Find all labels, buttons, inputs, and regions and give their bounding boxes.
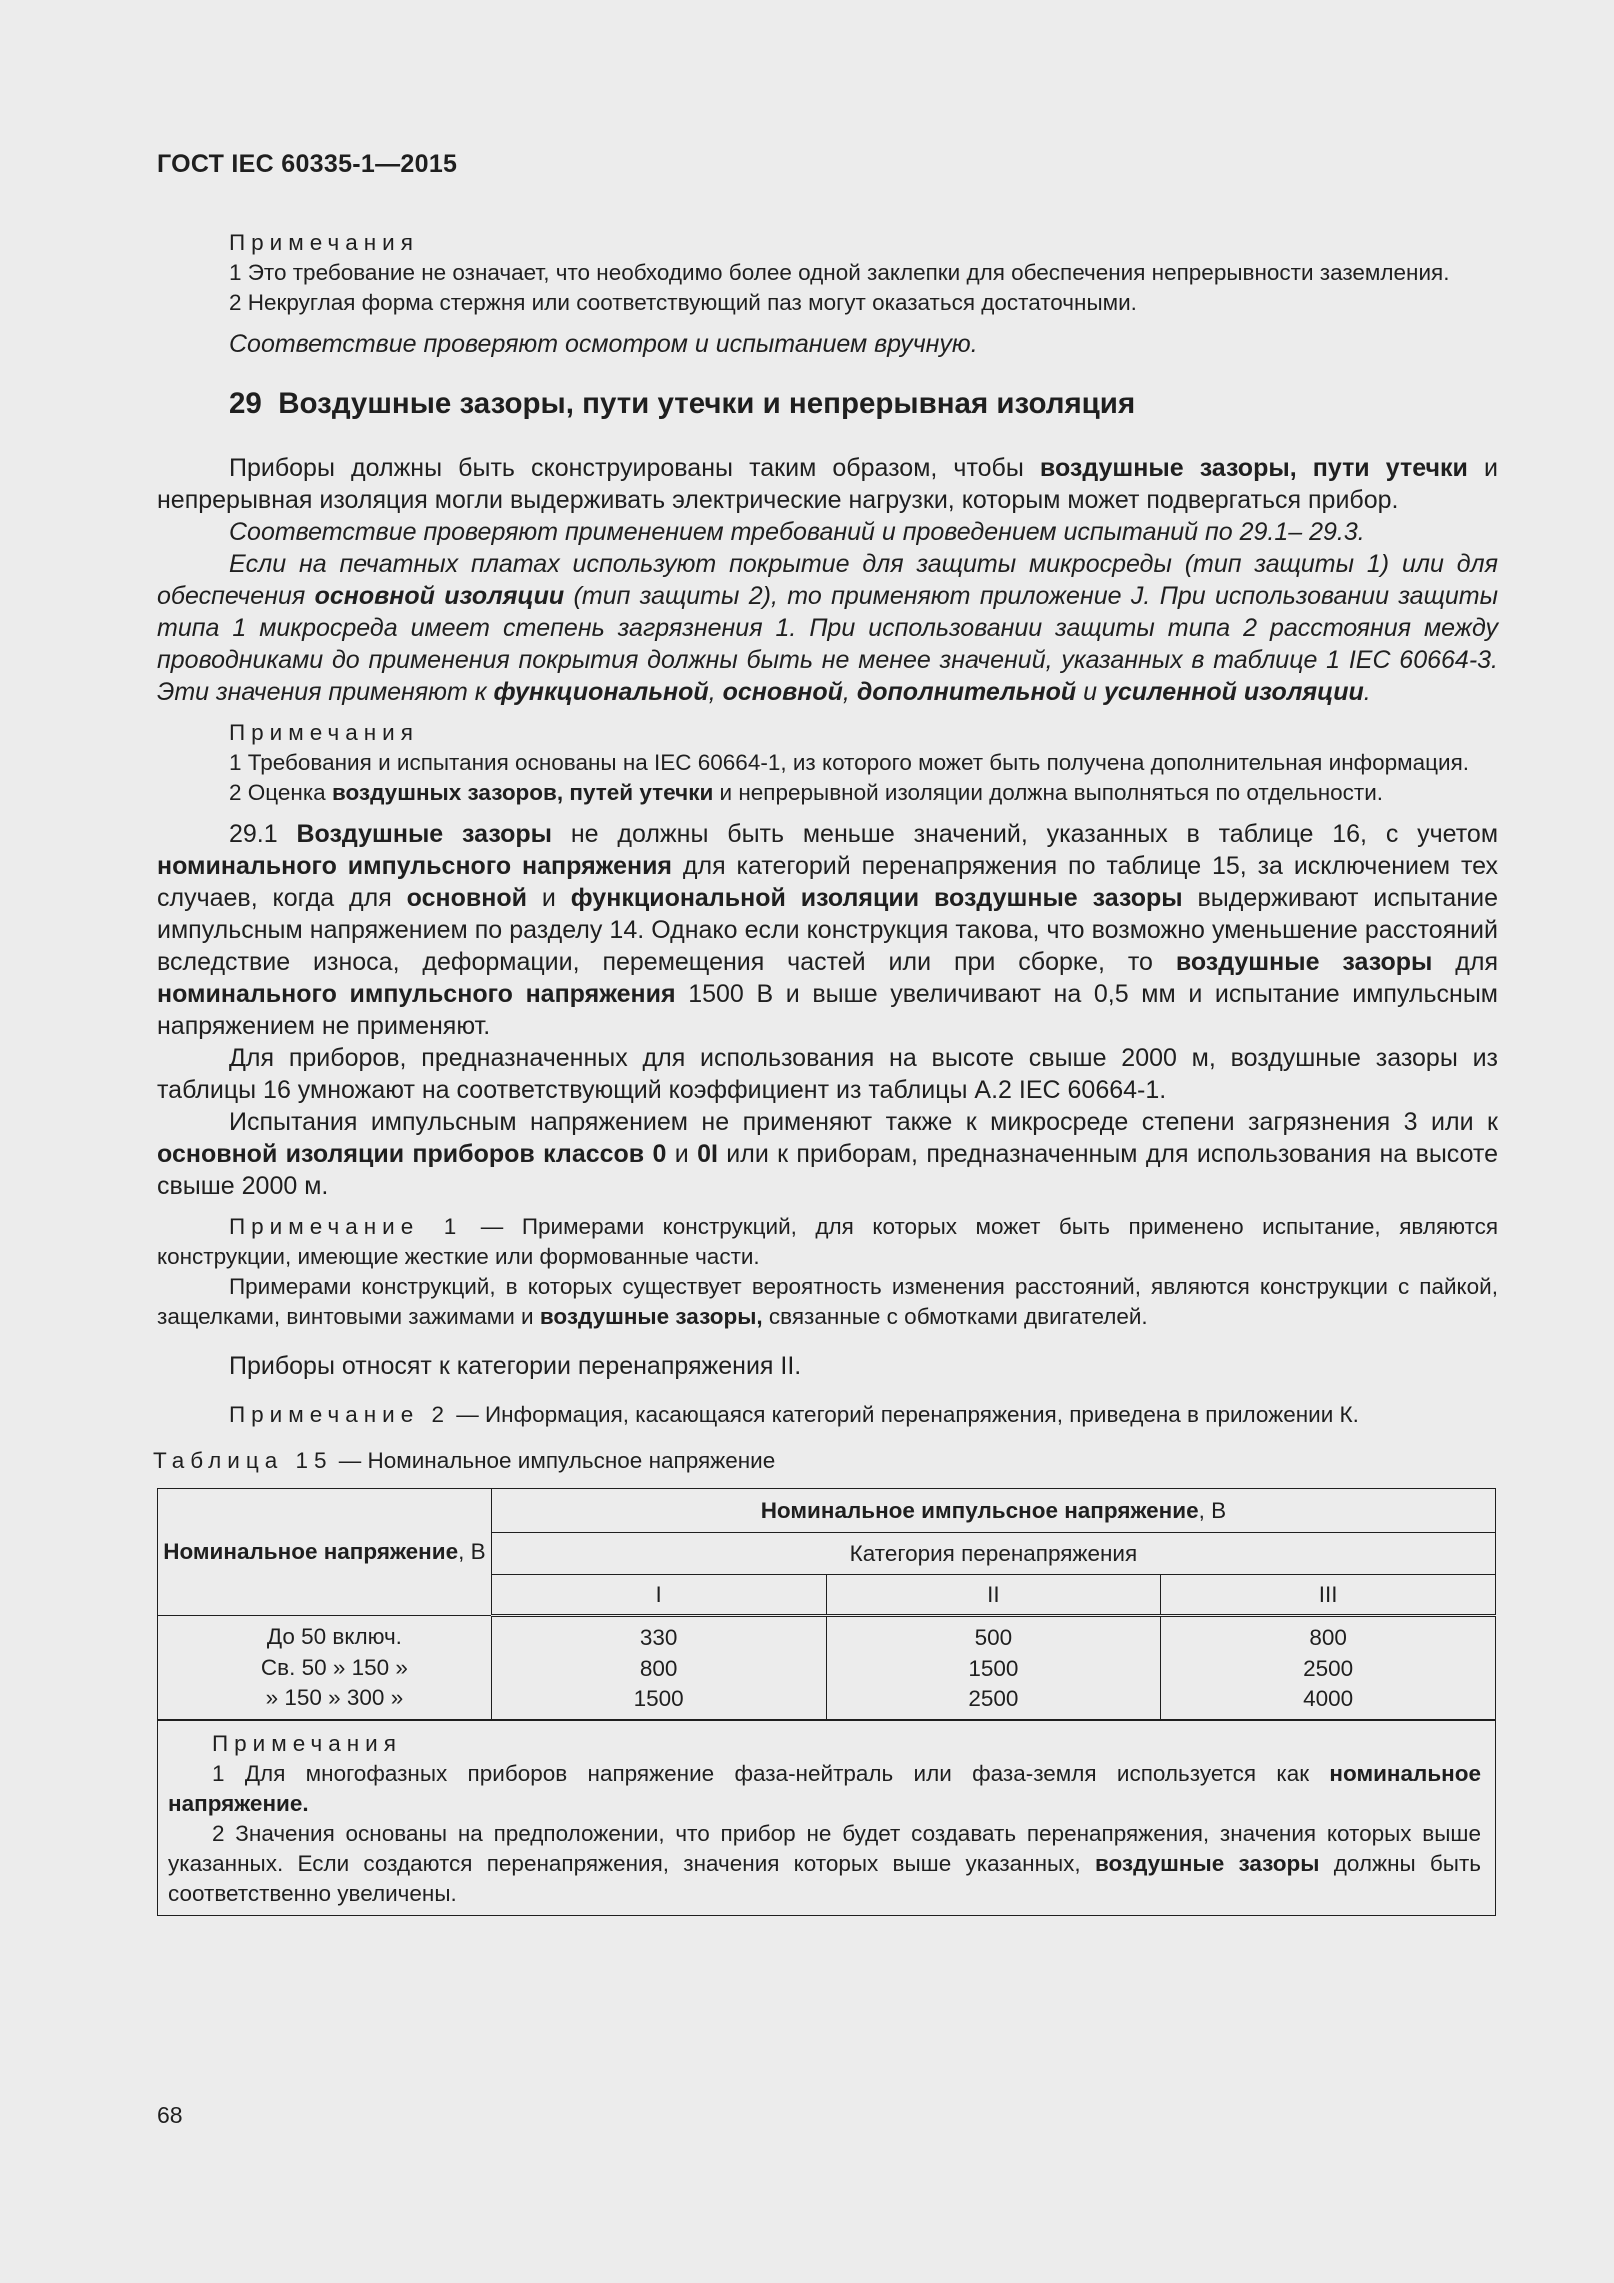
note-1-continued: Примерами конструкций, в которых существует вероятность изменения расстояний, являются конструкции с пайкой, защелками, винтовыми зажимами и воздушные зазоры, связанные с обмотками двигателей.	[157, 1274, 1498, 1329]
header-category: Категория перенапряжения	[491, 1533, 1495, 1575]
table-cell: 4000	[1303, 1686, 1354, 1711]
compliance-text: Соответствие проверяют применением требований и проведением испытаний по 29.1– 29.3.	[229, 518, 1365, 546]
note-item: 1 Требования и испытания основаны на IEC 60664-1, из которого может быть получена дополнительная информация.	[229, 750, 1470, 775]
table-cell: 800	[639, 1655, 678, 1681]
table-cell: 2500	[1303, 1655, 1354, 1681]
paragraph: Если на печатных платах используют покрытие для защиты микросреды (тип защиты 1) или для обеспечения основной изоляции (тип защиты 2), то применяют приложение J. При использовании защиты типа 1 микросреда имеет степень загрязнения 1. При использовании защиты типа 2 расстояния между проводниками до применения покрытия должны быть не менее значений, указанных в таблице 1 IEC 60664-3. Эти значения применяют к функциональной, основной, дополнительной и усиленной изоляции.	[157, 550, 1498, 706]
table-note-1: 1 Для многофазных приборов напряжение фаза-нейтраль или фаза-земля используется как номинальное напряжение.	[168, 1760, 1481, 1816]
table-row-label: » 150 » 300 »	[265, 1685, 404, 1710]
paragraph-29-1: 29.1 Воздушные зазоры не должны быть меньше значений, указанных в таблице 16, с учетом номинального импульсного напряжения для категорий перенапряжения по таблице 15, за исключением тех случаев, когда для основной и функциональной изоляции воздушные зазоры выдерживают испытание импульсным напряжением по разделу 14. Однако если конструкция такова, что возможно уменьшение расстояний вследствие износа, деформации, перемещения частей или при сборке, то воздушные зазоры для номинального импульсного напряжения 1500 В и выше увеличивают на 0,5 мм и испытание импульсным напряжением не применяют.	[157, 820, 1499, 1040]
table-caption: Таблица 15 — Номинальное импульсное напряжение	[153, 1448, 776, 1473]
paragraph: Испытания импульсным напряжением не применяют также к микросреде степени загрязнения 3 или к основной изоляции приборов классов 0 и 0I или к приборам, предназначенным для использования на высоте свыше 2000 м.	[157, 1108, 1498, 1200]
paragraph: Приборы относят к категории перенапряжения II.	[229, 1352, 802, 1380]
header-cat-3: III	[1161, 1575, 1496, 1616]
notes-heading: Примечания	[229, 720, 419, 745]
section-number: 29	[229, 387, 262, 420]
table-cell: 1500	[968, 1655, 1019, 1681]
section-title	[157, 386, 1498, 422]
section-heading: Воздушные зазоры, пути утечки и непрерывная изоляция	[278, 387, 1136, 420]
row-labels	[158, 1616, 492, 1720]
document-header: ГОСТ IEC 60335-1—2015	[157, 150, 458, 178]
table-cell: 500	[974, 1625, 1013, 1650]
table-cell: 800	[1309, 1625, 1347, 1650]
table-notes	[158, 1720, 1496, 1916]
table-cell: 1500	[633, 1686, 684, 1711]
compliance-text: Соответствие проверяют осмотром и испытанием вручную.	[229, 330, 978, 358]
table-15	[157, 1488, 1496, 1916]
header-cat-2: II	[826, 1575, 1161, 1616]
header-impulse-voltage: Номинальное импульсное напряжение, В	[491, 1489, 1495, 1533]
header-nominal-voltage: Номинальное напряжение, В	[158, 1489, 492, 1616]
notes-heading: Примечания	[229, 230, 419, 255]
paragraph: Приборы должны быть сконструированы таким образом, чтобы воздушные зазоры, пути утечки и непрерывная изоляция могли выдерживать электрические нагрузки, которым может подвергаться прибор.	[157, 454, 1498, 514]
table-note-2: 2 Значения основаны на предположении, что прибор не будет создавать перенапряжения, значения которых выше указанных. Если создаются перенапряжения, значения которых выше указанных, воздушные зазоры должны быть соответственно увеличены.	[168, 1820, 1482, 1906]
col-cat-2-values	[826, 1616, 1161, 1720]
page-number: 68	[157, 2102, 183, 2128]
note-2: Примечание 2 — Информация, касающаяся категорий перенапряжения, приведена в приложении К.	[229, 1402, 1359, 1427]
note-item: 1 Это требование не означает, что необходимо более одной заклепки для обеспечения непрерывности заземления.	[229, 260, 1450, 285]
note-1: Примечание 1 — Примерами конструкций, для которых может быть применено испытание, являются конструкции, имеющие жесткие или формованные части.	[157, 1214, 1499, 1269]
table-row-label: До 50 включ.	[266, 1624, 402, 1649]
col-cat-3-values	[1161, 1616, 1496, 1720]
col-cat-1-values	[491, 1616, 826, 1720]
table-cell: 330	[639, 1625, 678, 1650]
header-cat-1: I	[491, 1575, 826, 1616]
paragraph: Для приборов, предназначенных для использования на высоте свыше 2000 м, воздушные зазоры из таблицы 16 умножают на соответствующий коэффициент из таблицы А.2 IEC 60664-1.	[157, 1044, 1498, 1104]
page-content	[153, 228, 1499, 1916]
note-item: 2 Оценка воздушных зазоров, путей утечки и непрерывной изоляции должна выполняться по отдельности.	[229, 780, 1384, 805]
table-notes-heading: Примечания	[212, 1730, 402, 1756]
note-item: 2 Некруглая форма стержня или соответствующий паз могут оказаться достаточными.	[229, 290, 1137, 315]
table-cell: 2500	[968, 1686, 1019, 1711]
table-row-label: Св. 50 » 150 »	[260, 1654, 408, 1680]
